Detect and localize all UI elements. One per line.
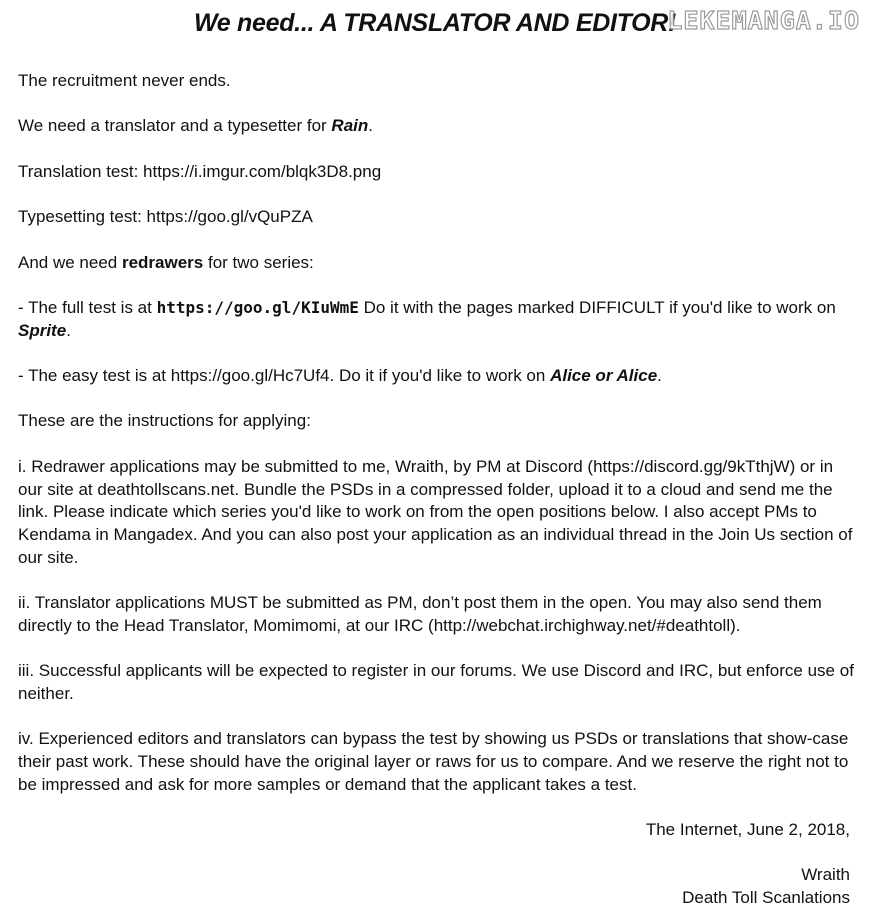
text-segment: . xyxy=(66,320,71,340)
text-segment: . xyxy=(368,116,373,136)
full-test-paragraph xyxy=(18,297,858,342)
typesetting-test-paragraph: Typesetting test: https://goo.gl/vQuPZA xyxy=(18,207,313,227)
instruction-i: i. Redrawer applications may be submitted to me, Wraith, by PM at Discord (https://discord.gg/9kTthjW) or in our site at deathtollscans.net. Bundle the PSDs in a compressed folder, upload it to a cloud and send me the link. Please indicate which series you'd like to work on from the open positions below. I also accept PMs to Kendama in Mangadex. And you can also post your application as an individual thread in the Join Us section of our site. xyxy=(18,456,853,567)
signature-group: Death Toll Scanlations xyxy=(682,888,850,908)
page-title: We need... A TRANSLATOR AND EDITOR! xyxy=(193,9,677,37)
document-body xyxy=(18,70,858,910)
text-segment: Do it with the pages marked DIFFICULT if you'd like to work on xyxy=(358,297,836,317)
signature-name: Wraith xyxy=(801,865,850,885)
instruction-iii: iii. Successful applicants will be expected to register in our forums. We use Discord and IRC, but enforce use of neither. xyxy=(18,661,854,703)
redrawers-label: redrawers xyxy=(121,252,204,272)
translation-test-paragraph: Translation test: https://i.imgur.com/blqk3D8.png xyxy=(18,161,382,181)
need-translator-paragraph xyxy=(18,115,858,138)
instruction-ii: ii. Translator applications MUST be submitted as PM, don’t post them in the open. You may also send them directly to the Head Translator, Momimomi, at our IRC (http://webchat.irchighway.net/#deathtoll). xyxy=(18,593,822,635)
series-name-rain: Rain xyxy=(331,116,369,136)
full-test-link: https://goo.gl/KIuWmE xyxy=(156,297,359,317)
instructions-heading: These are the instructions for applying: xyxy=(18,411,311,431)
text-segment: . xyxy=(657,366,662,386)
signature-block xyxy=(18,864,858,909)
easy-test-paragraph xyxy=(18,365,858,388)
series-name-sprite: Sprite xyxy=(18,320,67,340)
intro-paragraph: The recruitment never ends. xyxy=(18,71,231,90)
text-segment: - The easy test is at https://goo.gl/Hc7Uf4. Do it if you'd like to work on xyxy=(18,366,551,386)
text-segment: And we need xyxy=(18,252,122,272)
text-segment: - The full test is at xyxy=(18,297,157,317)
signature-place-date: The Internet, June 2, 2018, xyxy=(645,820,850,840)
text-segment: We need a translator and a typesetter for xyxy=(18,116,332,136)
instruction-iv: iv. Experienced editors and translators can bypass the test by showing us PSDs or translations that show-case their past work. These should have the original layer or raws for us to compare. And we reserve the right not to be impressed and ask for more samples or demand that the applicant takes a test. xyxy=(18,729,849,794)
series-name-alice: Alice or Alice xyxy=(550,366,658,386)
text-segment: for two series: xyxy=(203,252,314,272)
watermark-logo: LEKEMANGA.IO xyxy=(667,6,860,35)
redrawers-paragraph xyxy=(18,252,858,275)
